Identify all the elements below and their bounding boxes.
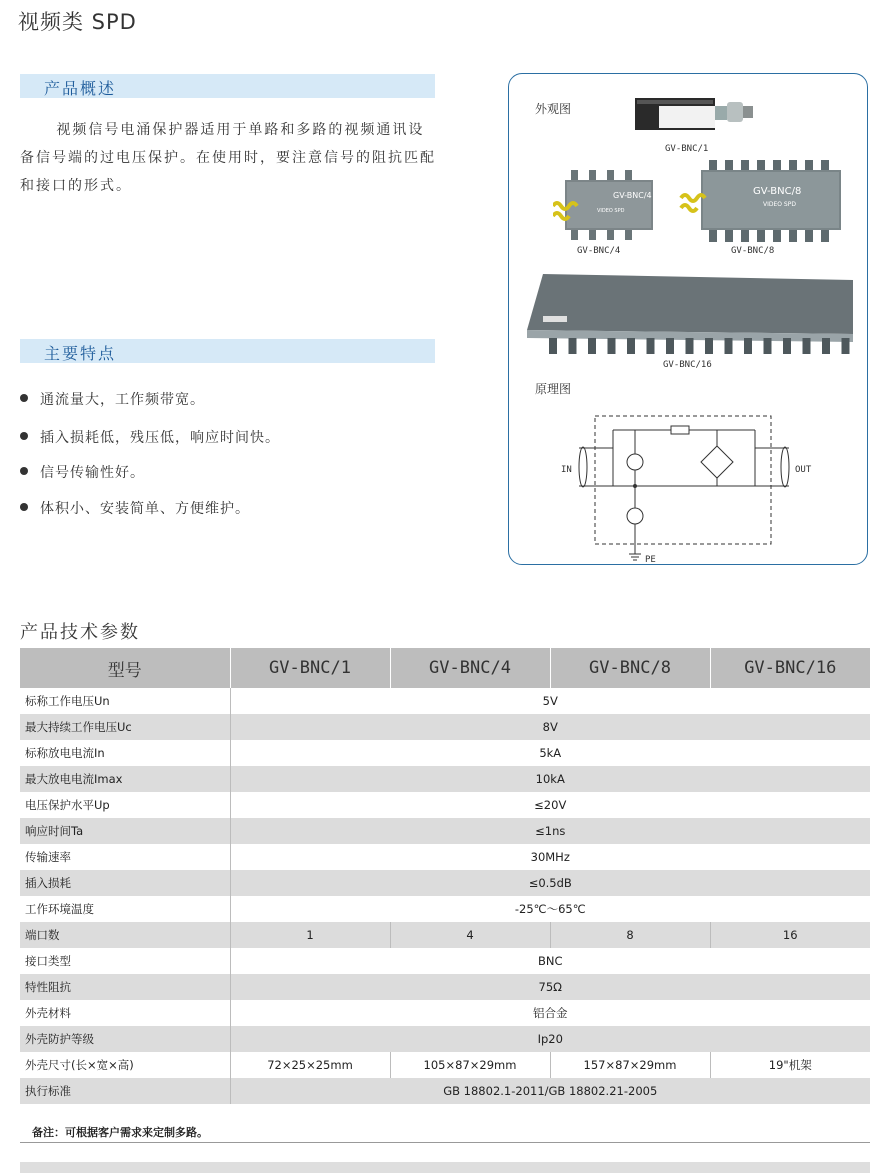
bullet-icon [20,394,28,402]
spec-row [20,870,870,896]
spec-label: 工作环境温度 [20,896,230,922]
spec-value: 8 [550,922,710,948]
spec-row [20,688,870,714]
spec-value: 8V [230,714,870,740]
overview-heading: 产品概述 [44,79,117,98]
spec-row [20,714,870,740]
spec-value: GB 18802.1-2011/GB 18802.21-2005 [230,1078,870,1104]
spec-value: 1 [230,922,390,948]
appearance-label: 外观图 [535,102,572,116]
spec-label: 标称放电电流In [20,740,230,766]
device-label-bnc4: GV-BNC/4 [613,191,652,200]
bnc-port [666,338,674,354]
schematic-in: IN [561,465,572,475]
schematic-out: OUT [795,465,812,475]
bnc-port [647,338,655,354]
bullet-icon [20,432,28,440]
header-gv-bnc-8: GV-BNC/8 [550,648,710,688]
specs-heading: 产品技术参数 [20,622,140,643]
bnc-port [744,338,752,354]
spec-value: 105×87×29mm [390,1052,550,1078]
bnc-port [608,338,616,354]
gv-bnc-8-image [679,158,849,248]
feature-item: 信号传输性好。 [20,462,145,482]
spec-value: 16 [710,922,870,948]
spec-row [20,922,870,948]
spec-value: 30MHz [230,844,870,870]
caption-gv-bnc-1: GV-BNC/1 [665,144,709,154]
device-label-bnc8: GV-BNC/8 [753,186,802,197]
page-title: 视频类 SPD [18,10,137,34]
footer-bar [20,1162,870,1173]
spec-label: 电压保护水平Up [20,792,230,818]
bullet-icon [20,467,28,475]
spec-row [20,766,870,792]
spec-value: 4 [390,922,550,948]
spec-value: 5kA [230,740,870,766]
gv-bnc-4-image [553,168,665,244]
spec-label: 响应时间Ta [20,818,230,844]
feature-item: 插入损耗低，残压低，响应时间快。 [20,427,280,447]
gv-bnc-16-image [523,266,855,358]
spec-row [20,792,870,818]
spec-label: 外壳尺寸(长×宽×高) [20,1052,230,1078]
header-gv-bnc-4: GV-BNC/4 [390,648,550,688]
bullet-icon [20,503,28,511]
overview-heading-bar [20,74,435,98]
feature-item: 体积小、安装简单、方便维护。 [20,498,250,518]
bnc-port [549,338,557,354]
caption-gv-bnc-4: GV-BNC/4 [577,246,621,256]
header-gv-bnc-1: GV-BNC/1 [230,648,390,688]
spec-row [20,1078,870,1104]
spec-label: 传输速率 [20,844,230,870]
caption-gv-bnc-16: GV-BNC/16 [663,360,712,370]
bnc-port [627,338,635,354]
spec-row [20,1026,870,1052]
schematic-diagram [549,404,829,564]
schematic-pe: PE [645,555,656,564]
principle-label: 原理图 [535,382,572,396]
bnc-port [822,338,830,354]
spec-row [20,818,870,844]
spec-row [20,844,870,870]
spec-label: 执行标准 [20,1078,230,1104]
svg-text:VIDEO SPD: VIDEO SPD [763,201,796,208]
features-heading: 主要特点 [44,344,117,363]
spec-value: 75Ω [230,974,870,1000]
features-heading-bar [20,339,435,363]
spec-value: 72×25×25mm [230,1052,390,1078]
spec-label: 端口数 [20,922,230,948]
bnc-port [588,338,596,354]
spec-value: Ip20 [230,1026,870,1052]
spec-value: ≤1ns [230,818,870,844]
bnc-port [569,338,577,354]
bnc-port [764,338,772,354]
spec-value: 铝合金 [230,1000,870,1026]
spec-label: 最大放电电流Imax [20,766,230,792]
bnc-port [686,338,694,354]
specs-note: 备注：可根据客户需求来定制多路。 [32,1126,208,1139]
spec-value: 10kA [230,766,870,792]
spec-value: 5V [230,688,870,714]
product-image-panel [508,73,868,565]
spec-label: 外壳材料 [20,1000,230,1026]
header-model: 型号 [20,648,230,688]
bottom-rule [20,1142,870,1143]
spec-label: 外壳防护等级 [20,1026,230,1052]
spec-row [20,1000,870,1026]
specs-table [20,648,870,1104]
spec-value: 157×87×29mm [550,1052,710,1078]
svg-text:VIDEO SPD: VIDEO SPD [597,208,625,214]
spec-row [20,974,870,1000]
spec-label: 标称工作电压Un [20,688,230,714]
bnc-port [783,338,791,354]
spec-row [20,948,870,974]
spec-value: 19"机架 [710,1052,870,1078]
spec-label: 最大持续工作电压Uc [20,714,230,740]
feature-item: 通流量大，工作频带宽。 [20,389,205,409]
spec-label: 特性阻抗 [20,974,230,1000]
spec-label: 接口类型 [20,948,230,974]
spec-row [20,896,870,922]
overview-text: 视频信号电涌保护器适用于单路和多路的视频通讯设备信号端的过电压保护。在使用时，要注意信号的阻抗匹配和接口的形式。 [20,122,436,194]
spec-value: ≤20V [230,792,870,818]
spec-value: ≤0.5dB [230,870,870,896]
bnc-port [725,338,733,354]
spec-row [20,740,870,766]
spec-value: BNC [230,948,870,974]
gv-bnc-1-image [633,92,757,138]
specs-header-row [20,648,870,688]
caption-gv-bnc-8: GV-BNC/8 [731,246,775,256]
spec-label: 插入损耗 [20,870,230,896]
header-gv-bnc-16: GV-BNC/16 [710,648,870,688]
bnc-port [842,338,850,354]
spec-value: -25℃～65℃ [230,896,870,922]
bnc-port [705,338,713,354]
bnc-port [803,338,811,354]
spec-row [20,1052,870,1078]
